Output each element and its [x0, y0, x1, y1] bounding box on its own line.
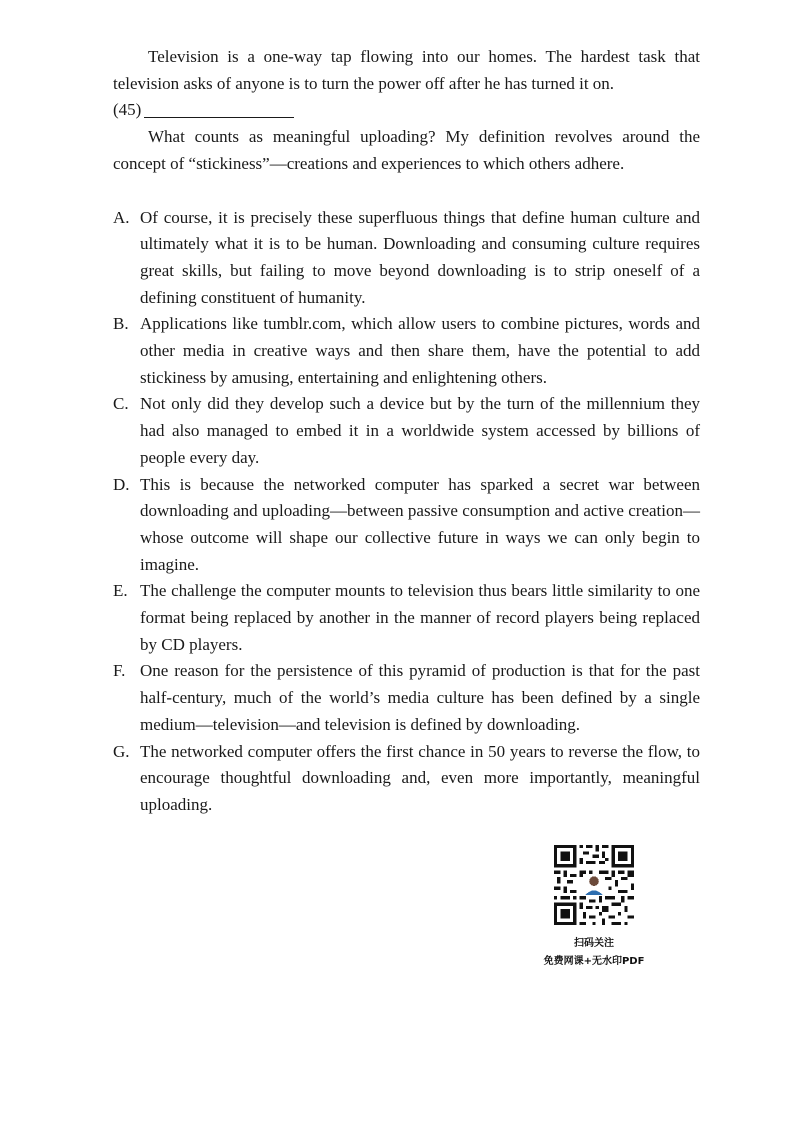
- option-letter: F.: [113, 661, 126, 681]
- option-text: Applications like tumblr.com, which allow users to combine pictures, words and other media in creative ways and then share them, have the potential to add stickiness by amusing, entertaining and enlightening others.: [140, 314, 700, 387]
- option-d: [113, 472, 700, 579]
- option-letter: E.: [113, 581, 128, 601]
- qr-caption-follow: 扫码关注: [574, 938, 614, 949]
- option-f: [113, 658, 700, 738]
- qr-promo: [534, 845, 654, 971]
- passage-paragraph-2: What counts as meaningful uploading? My definition revolves around the concept of “stickiness”—creations and experiences to which others adhere.: [113, 127, 700, 173]
- option-a: [113, 205, 700, 312]
- option-text: Of course, it is precisely these superfluous things that define human culture and ultimately what it is to be human. Downloading and consuming culture requires great skills, but failing to move beyond downloading is to strip oneself of a defining constituent of humanity.: [140, 207, 700, 307]
- qr-code-icon[interactable]: [554, 845, 634, 925]
- option-letter: B.: [113, 314, 129, 334]
- option-g: [113, 739, 700, 819]
- option-text: Not only did they develop such a device but by the turn of the millennium they had also managed to embed it in a worldwide system accessed by billions of people every day.: [140, 394, 700, 467]
- passage-paragraph-1: Television is a one-way tap flowing into our homes. The hardest task that television asks of anyone is to turn the power off after he has turned it on.: [113, 47, 700, 93]
- option-letter: D.: [113, 474, 130, 494]
- option-letter: C.: [113, 394, 129, 414]
- qr-caption-promo: 免费网课+无水印PDF: [543, 956, 645, 967]
- option-text: One reason for the persistence of this pyramid of production is that for the past half-century, much of the world’s media culture has been defined by a single medium—television—and television is defined by downloading.: [140, 661, 700, 734]
- option-c: [113, 391, 700, 471]
- blank-number: (45): [113, 100, 142, 120]
- option-text: The networked computer offers the first chance in 50 years to reverse the flow, to encourage thoughtful downloading and, even more importantly, meaningful uploading.: [140, 741, 700, 814]
- answer-blank[interactable]: [144, 99, 294, 118]
- answer-blank-line: [113, 97, 700, 124]
- option-text: This is because the networked computer has sparked a secret war between downloading and uploading—between passive consumption and active creation—whose outcome will shape our collective future in ways we can only begin to imagine.: [140, 474, 700, 574]
- reading-passage: [113, 44, 700, 819]
- option-letter: G.: [113, 741, 130, 761]
- options-list: [113, 205, 700, 819]
- option-text: The challenge the computer mounts to television thus bears little similarity to one format being replaced by another in the manner of record players being replaced by CD players.: [140, 581, 700, 654]
- option-b: [113, 311, 700, 391]
- option-e: [113, 578, 700, 658]
- option-letter: A.: [113, 207, 130, 227]
